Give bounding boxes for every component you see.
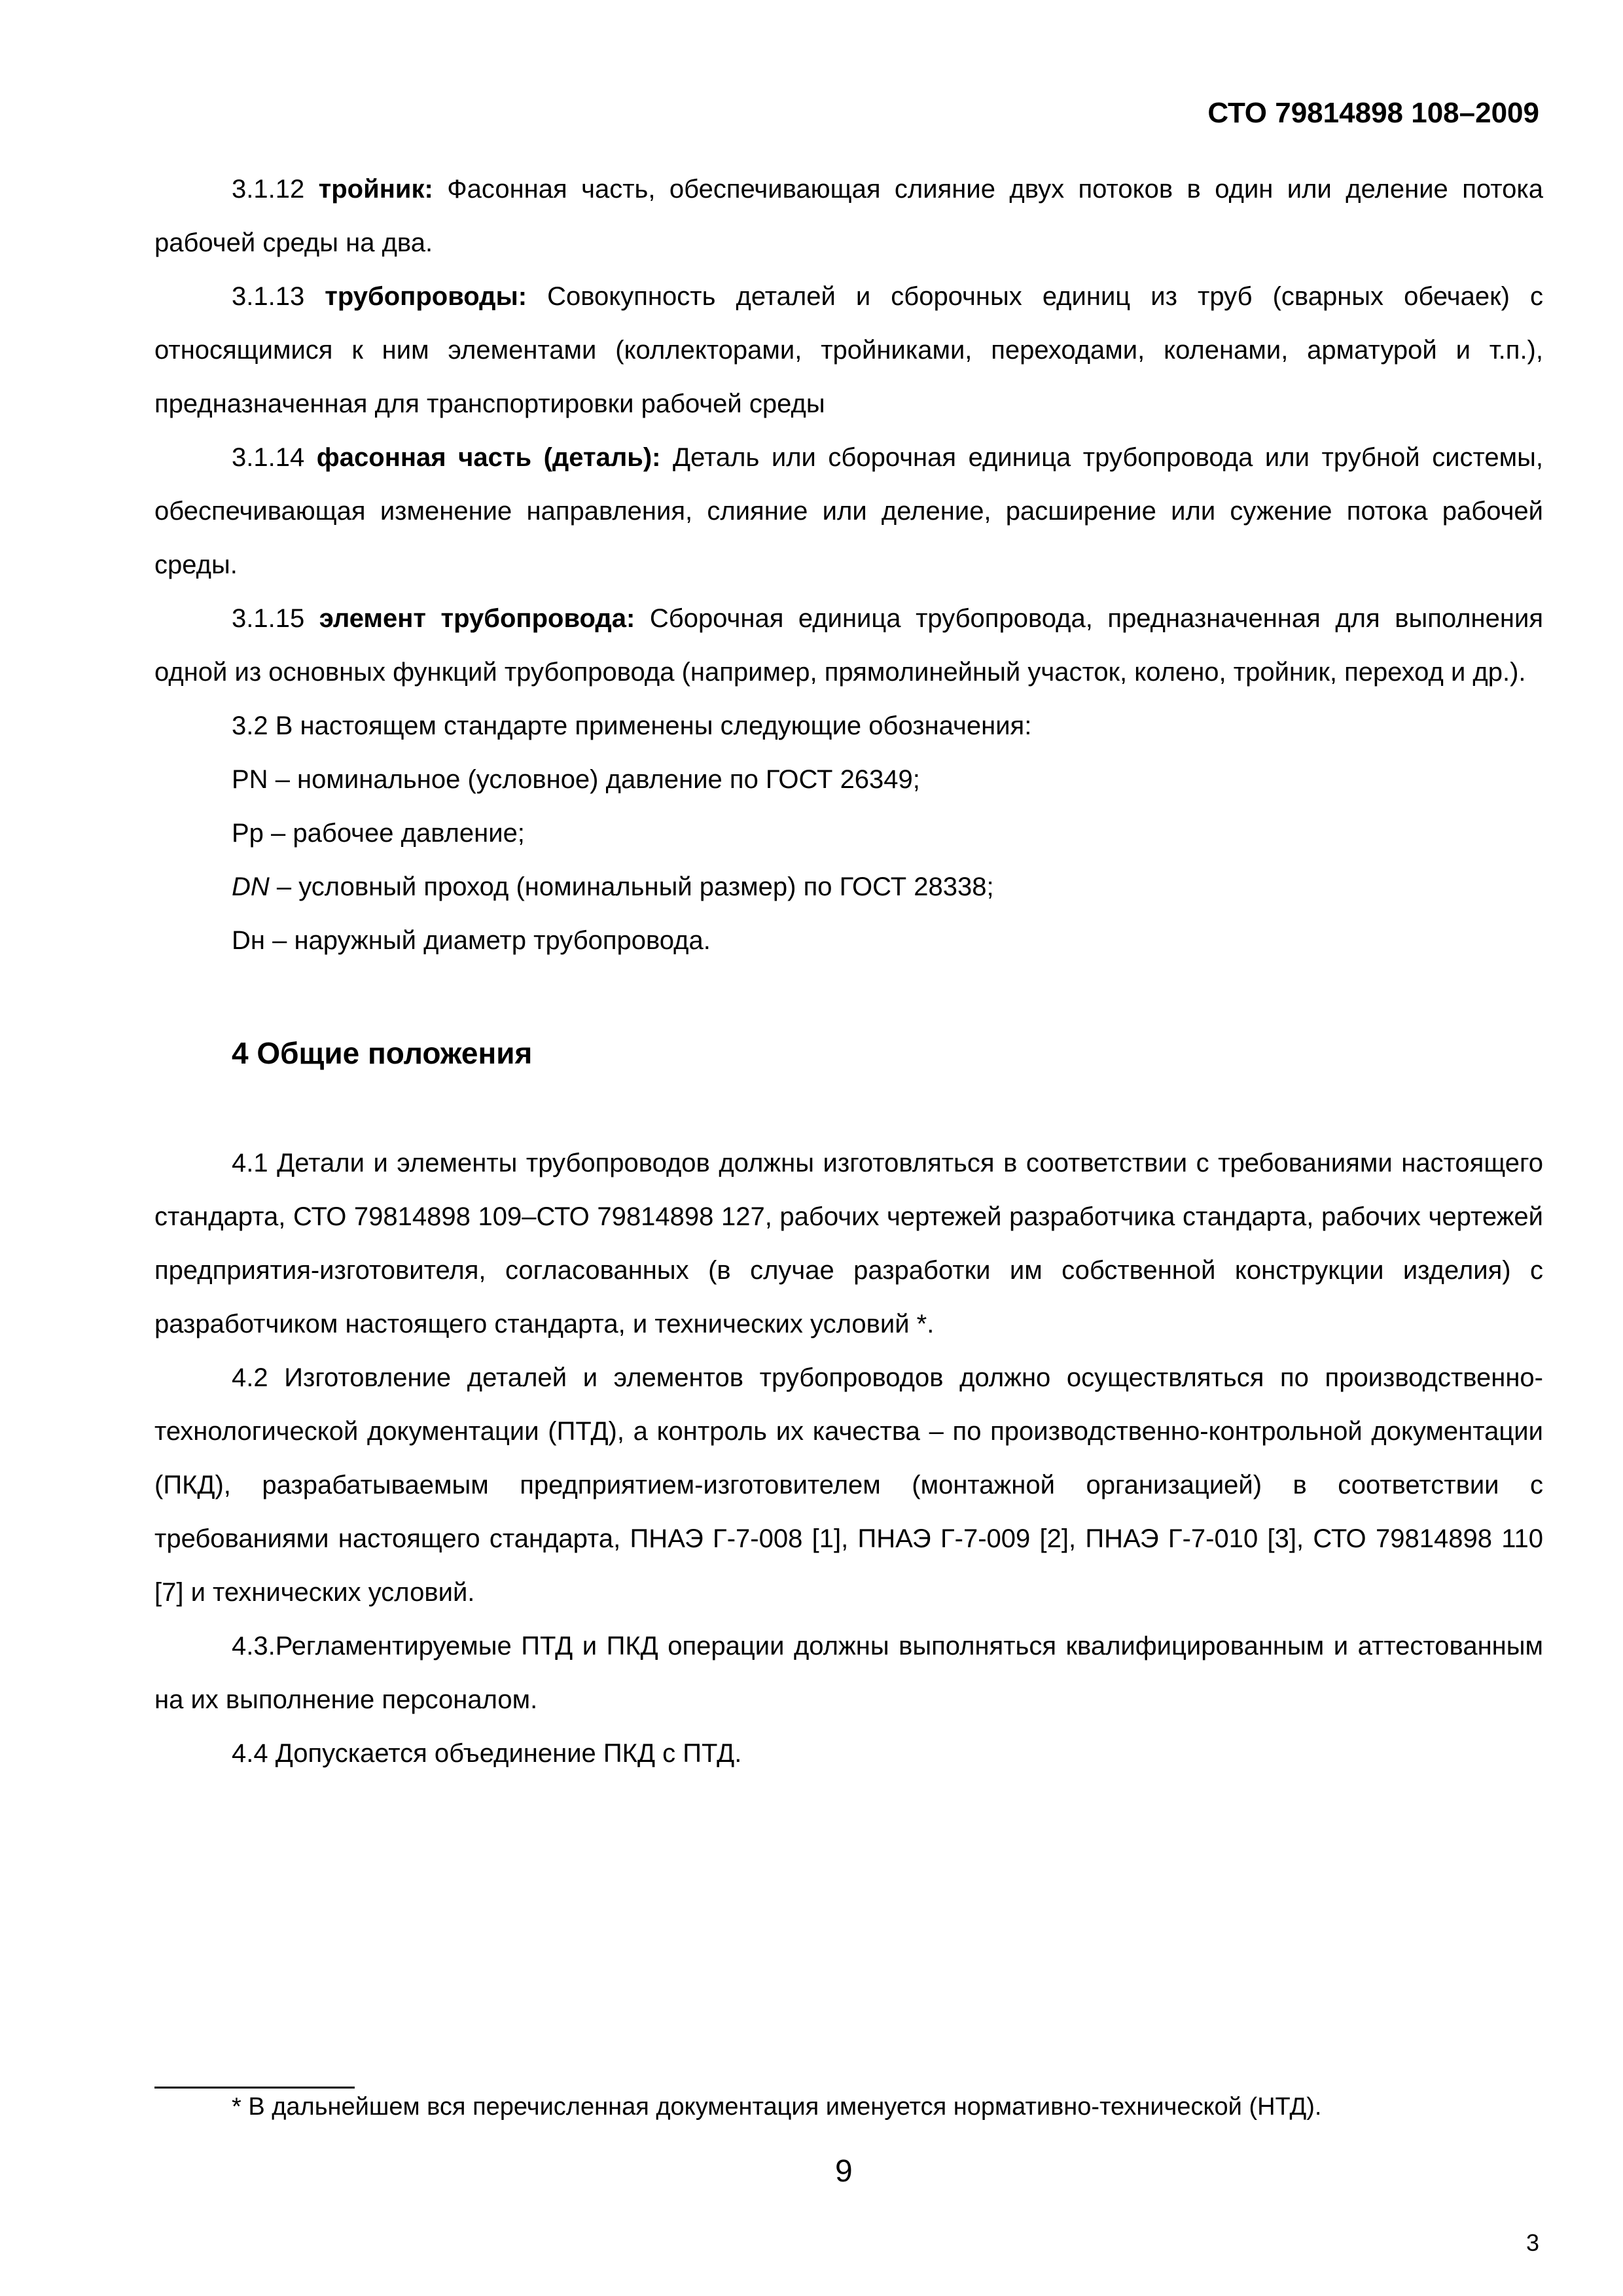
definition-3-1-13 bbox=[154, 270, 1543, 431]
definition-text: Деталь или сборочная единица трубопровода или трубной системы, обеспечивающая изменение направления, слияние или деление, расширение или сужение потока рабочей среды. bbox=[154, 443, 1544, 579]
section-4-body bbox=[154, 1136, 1543, 1780]
clause-number: 3.1.12 bbox=[232, 175, 319, 204]
clause-number: 3.1.15 bbox=[232, 604, 319, 633]
definition-3-1-15 bbox=[154, 592, 1543, 699]
clause-4-3: 4.3.Регламентируемые ПТД и ПКД операции должны выполняться квалифицированным и аттестованным на их выполнение персоналом. bbox=[154, 1632, 1543, 1714]
definition-text: Совокупность деталей и сборочных единиц из труб (сварных обечаек) с относящимися к ним элементами (коллекторами, тройниками, переходами, коленами, арматурой и т.п.), предназначенная для транспортировки рабочей среды bbox=[154, 282, 1543, 418]
definition-3-1-12 bbox=[154, 162, 1543, 270]
sheet-number: 3 bbox=[1525, 2229, 1539, 2256]
term: фасонная часть (деталь): bbox=[316, 443, 661, 472]
definition-text: Фасонная часть, обеспечивающая слияние двух потоков в один или деление потока рабочей среды на два. bbox=[154, 175, 1544, 257]
clause-4-4: 4.4 Допускается объединение ПКД с ПТД. bbox=[232, 1739, 742, 1768]
clause-4-1: 4.1 Детали и элементы трубопроводов должны изготовляться в соответствии с требованиями настоящего стандарта, СТО 79814898 109–СТО 79814898 127, рабочих чертежей разработчика стандарта, рабочих чертежей предприятия-изготовителя, согласованных (в случае разработки им собственной конструкции изделия) с разработчиком настоящего стандарта, и технических условий *. bbox=[154, 1149, 1543, 1338]
symbol: PN bbox=[232, 765, 268, 794]
abbreviation-pn bbox=[154, 753, 1543, 806]
symbol-description: – наружный диаметр трубопровода. bbox=[264, 926, 711, 955]
abbreviation-pp bbox=[154, 806, 1543, 860]
clause-number: 3.1.13 bbox=[232, 282, 325, 311]
section-4-heading: 4 Общие положения bbox=[232, 1036, 533, 1070]
symbol: Dн bbox=[232, 926, 265, 955]
definition-3-1-14 bbox=[154, 431, 1543, 592]
page-number: 9 bbox=[835, 2154, 853, 2189]
document-id-header: СТО 79814898 108–2009 bbox=[1207, 97, 1539, 129]
symbol-description: – рабочее давление; bbox=[263, 819, 525, 848]
symbol-description: – номинальное (условное) давление по ГОСТ 26349; bbox=[268, 765, 920, 794]
symbol: DN bbox=[232, 872, 270, 901]
section-3-definitions bbox=[154, 162, 1543, 967]
term: трубопроводы: bbox=[325, 282, 527, 311]
abbreviation-dh bbox=[154, 914, 1543, 967]
term: тройник: bbox=[318, 175, 433, 204]
definition-text: Сборочная единица трубопровода, предназначенная для выполнения одной из основных функций трубопровода (например, прямолинейный участок, колено, тройник, переход и др.). bbox=[154, 604, 1543, 687]
term: элемент трубопровода: bbox=[319, 604, 635, 633]
clause-3-2: 3.2 В настоящем стандарте применены следующие обозначения: bbox=[232, 711, 1032, 740]
symbol: Pp bbox=[232, 819, 264, 848]
abbreviation-dn bbox=[154, 860, 1543, 914]
clause-4-2: 4.2 Изготовление деталей и элементов трубопроводов должно осуществляться по производственно-технологической документации (ПТД), а контроль их качества – по производственно-контрольной документации (ПКД), разрабатываемым предприятием-изготовителем (монтажной организацией) в соответствии с требованиями настоящего стандарта, ПНАЭ Г-7-008 [1], ПНАЭ Г-7-009 [2], ПНАЭ Г-7-010 [3], СТО 79814898 110 [7] и технических условий. bbox=[154, 1363, 1543, 1607]
footnote-separator bbox=[154, 2087, 355, 2089]
clause-number: 3.1.14 bbox=[232, 443, 317, 472]
footnote: * В дальнейшем вся перечисленная документация именуется нормативно-технической (НТД). bbox=[232, 2093, 1322, 2121]
symbol-description: – условный проход (номинальный размер) по ГОСТ 28338; bbox=[269, 872, 994, 901]
